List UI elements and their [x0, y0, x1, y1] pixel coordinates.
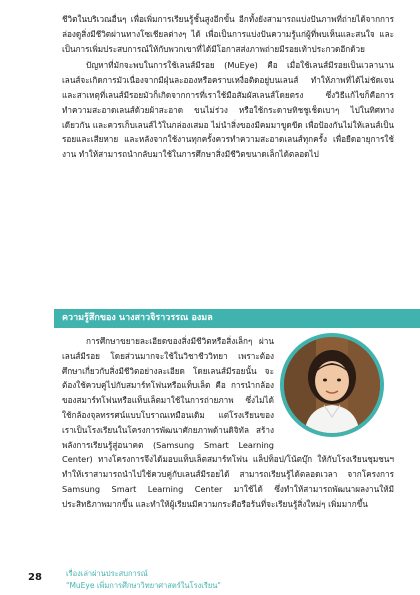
body-paragraph-2: ปัญหาที่มักจะพบในการใช้เลนส์มีรอย (MuEye) คือ เมื่อใช้เลนส์มีรอยเป็นเวลานาน เลนส์จะเกิดการมัวเนื่องจากมีฝุ่นละอองหรือคราบเหงื่อติดอยู่บนเลนส์ ทำให้ภาพที่ได้ไม่ชัดเจน และสาเหตุที่เลนส์มีรอยมัวก็เกิดจากการที่เราใช้มือสัมผัสเลนส์โดยตรง ซึ่งวิธีแก้ไขก็คือการทำความสะอาดเลนส์ด้วยผ้าสะอาด ขนไม่ร่วง หรือใช้กระดาษทิชชูเช็ดเบาๆ ไปในทิศทางเดียวกัน และควรเก็บเลนส์ไว้ในกล่องเสมอ ไม่นำสิ่งของมีคมมาขูดขีด เพื่อป้องกันไม่ให้เลนส์เป็นรอยและเสียหาย และหลังจากใช้งานทุกครั้งควรทำความสะอาดเลนส์ทุกครั้ง เพื่อยืดอายุการใช้งาน ทำให้สามารถนำกลับมาใช้ในการศึกษาสิ่งมีชีวิตขนาดเล็กได้ตลอดไป	[62, 60, 394, 160]
page-number: 28	[28, 572, 42, 583]
portrait-photo	[284, 337, 380, 433]
body-paragraph-1: ชีวิตในบริเวณอื่นๆ เพื่อเพิ่มการเรียนรู้ชั้นสูงอีกขั้น อีกทั้งยังสามารถแบ่งปันภาพที่ถ่ายได้จากการล่องดูสิ่งมีชีวิตผ่านทางโซเชียลต่างๆ ได้ เพื่อเป็นการแบ่งปันความรู้แก่ผู้ที่พบเห็นและสนใจ และเป็นการเพิ่มประสบการณ์ให้กับพวกเขาที่ได้มีโอกาสส่งภาพถ่ายมีรอยเท้าประกวดอีกด้วย	[62, 14, 394, 54]
interview-paragraph: การศึกษาขยายละเอียดของสิ่งมีชีวิตหรือสิ่งเล็กๆ ผ่านเลนส์มีรอย โดยส่วนมากจะใช้ในวิชาชีววิทยา เพราะต้องศึกษาเกี่ยวกับสิ่งมีชีวิตอย่างละเอียด โดยเลนส์มีรอยนั้น จะต้องใช้ควบคู่ไปกับสมาร์ทโฟนหรือแท็บเล็ต คือ การนำกล้องของสมาร์ทโฟนหรือแท็บเล็ตมาใช้ในการถ่ายภาพ ซึ่งไม่ได้ใช้กล้องจุลทรรศน์แบบโบราณเหมือนเดิม แต่โรงเรียนของเราเป็นโรงเรียนในโครงการพัฒนาศักยภาพด้านดิจิทัล สร้างพลังการเรียนรู้สู่อนาคต (Samsung Smart Learning Center) ทางโครงการจึงได้มอบแท็บเล็ตสมาร์ทโฟน แล็ปท็อป/โน้ตบุ๊ก ให้กับโรงเรียนชุมชนฯ ทำให้เราสามารถนำไปใช้ควบคู่กับเลนส์มีรอยได้ สามารถเรียนรู้ได้ตลอดเวลา จากโครงการ Samsung Smart Learning Center มาใช้ได้ ซึ่งทำให้สามารถพัฒนาผลงานให้มีประสิทธิภาพมากขึ้น และทำให้ผู้เรียนมีความกระตือรือร้นที่จะเรียนรู้สิ่งใหม่ๆ เพิ่มมากขึ้น	[62, 336, 394, 509]
body-text	[62, 12, 394, 162]
footer-story-title: "MuEye เพิ่มการศึกษาวิทยาศาสตร์ในโรงเรียน"	[66, 581, 221, 590]
section-title: ความรู้สึกของ นางสาวจิราวรรณ องมล	[62, 313, 213, 323]
portrait-illustration	[284, 337, 380, 433]
footer-series-title: เรื่องเล่าผ่านประสบการณ์	[66, 569, 148, 578]
